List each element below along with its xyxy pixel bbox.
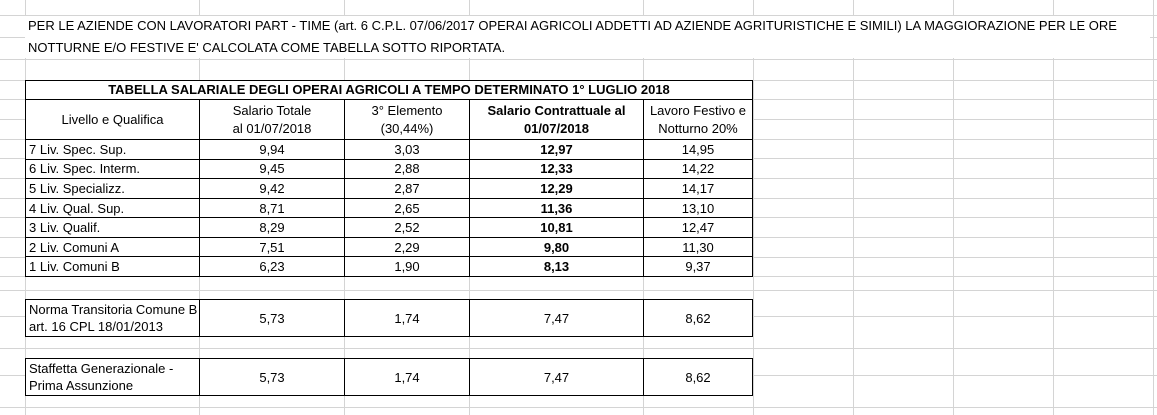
grid-vline xyxy=(953,0,954,415)
cell-salario-contrattuale[interactable]: 7,47 xyxy=(470,359,644,395)
cell-salario-contrattuale[interactable]: 12,33 xyxy=(470,160,644,179)
staffetta-generazionale-row xyxy=(25,358,753,396)
cell-terzo-elemento[interactable]: 2,29 xyxy=(345,238,470,257)
table-row xyxy=(26,178,752,198)
cell-salario-totale[interactable]: 9,94 xyxy=(200,140,345,159)
header-salario-contrattuale[interactable] xyxy=(470,100,644,139)
table-row xyxy=(26,139,752,159)
cell-salario-contrattuale[interactable]: 9,80 xyxy=(470,238,644,257)
cell-terzo-elemento[interactable]: 1,74 xyxy=(345,300,470,336)
header-lavoro-festivo-line1: Lavoro Festivo e xyxy=(649,103,747,118)
cell-norma-label[interactable] xyxy=(26,300,200,336)
cell-salario-totale[interactable]: 6,23 xyxy=(200,257,345,276)
table-row xyxy=(26,256,752,276)
cell-terzo-elemento[interactable]: 2,87 xyxy=(345,179,470,198)
cell-level-label[interactable]: 3 Liv. Qualif. xyxy=(26,218,200,237)
intro-line-1[interactable]: PER LE AZIENDE CON LAVORATORI PART - TIME (art. 6 C.P.L. 07/06/2017 OPERAI AGRICOLI ADDETTI AD AZIENDE AGRITURISTICHE E SIMILI) LA MAGGIORAZIONE PER LE ORE xyxy=(28,18,1117,33)
cell-lavoro-festivo[interactable]: 8,62 xyxy=(685,369,711,385)
cell-lavoro-festivo[interactable]: 11,30 xyxy=(682,239,714,255)
table-title[interactable]: TABELLA SALARIALE DEGLI OPERAI AGRICOLI A TEMPO DETERMINATO 1° LUGLIO 2018 xyxy=(26,81,752,100)
cell-lavoro-festivo[interactable]: 13,10 xyxy=(681,200,715,216)
header-terzo-elemento-line1: 3° Elemento xyxy=(371,103,443,118)
cell-terzo-elemento[interactable]: 1,90 xyxy=(345,257,470,276)
cell-lavoro-festivo[interactable]: 14,22 xyxy=(681,161,715,177)
grid-vline xyxy=(753,0,754,415)
cell-level-label[interactable]: 6 Liv. Spec. Interm. xyxy=(26,160,200,179)
grid-vline xyxy=(1053,0,1054,415)
header-lavoro-festivo[interactable] xyxy=(644,100,752,139)
cell-lavoro-festivo[interactable]: 9,37 xyxy=(685,259,711,275)
norma-label-line1: Norma Transitoria Comune B xyxy=(29,302,198,317)
cell-salario-contrattuale[interactable]: 12,29 xyxy=(470,179,644,198)
cell-salario-totale[interactable]: 9,42 xyxy=(200,179,345,198)
cell-terzo-elemento[interactable]: 2,65 xyxy=(345,199,470,218)
grid-hline xyxy=(0,290,1157,291)
cell-salario-totale[interactable]: 7,51 xyxy=(200,238,345,257)
header-livello-text: Livello e Qualifica xyxy=(61,111,164,127)
table-row xyxy=(26,217,752,237)
cell-level-label[interactable]: 1 Liv. Comuni B xyxy=(26,257,200,276)
header-salario-contrattuale-line2: 01/07/2018 xyxy=(523,121,590,136)
cell-salario-totale[interactable]: 5,73 xyxy=(200,359,345,395)
cell-level-label[interactable]: 5 Liv. Specializz. xyxy=(26,179,200,198)
cell-lavoro-festivo[interactable]: 12,47 xyxy=(681,220,715,236)
header-terzo-elemento-line2: (30,44%) xyxy=(380,121,434,136)
table-row xyxy=(26,198,752,218)
cell-salario-contrattuale[interactable]: 12,97 xyxy=(470,140,644,159)
cell-salario-contrattuale[interactable]: 8,13 xyxy=(470,257,644,276)
header-lavoro-festivo-line2: Notturno 20% xyxy=(658,121,738,136)
grid-hline xyxy=(0,348,1157,349)
cell-salario-totale[interactable]: 5,73 xyxy=(200,300,345,336)
cell-terzo-elemento[interactable]: 1,74 xyxy=(345,359,470,395)
cell-salario-totale[interactable]: 8,71 xyxy=(200,199,345,218)
grid-hline xyxy=(0,59,1157,60)
cell-staffetta-label[interactable] xyxy=(26,359,200,395)
salary-table xyxy=(25,80,753,277)
header-terzo-elemento[interactable] xyxy=(345,100,470,139)
cell-terzo-elemento[interactable]: 2,52 xyxy=(345,218,470,237)
cell-salario-totale[interactable]: 9,45 xyxy=(200,160,345,179)
cell-level-label[interactable]: 4 Liv. Qual. Sup. xyxy=(26,199,200,218)
header-livello-qualifica[interactable] xyxy=(26,100,200,139)
grid-hline xyxy=(0,407,1157,408)
cell-level-label[interactable]: 2 Liv. Comuni A xyxy=(26,238,200,257)
cell-lavoro-festivo[interactable]: 14,95 xyxy=(681,141,715,157)
table-header-row xyxy=(26,100,752,139)
header-salario-totale-line1: Salario Totale xyxy=(232,103,312,118)
cell-terzo-elemento[interactable]: 2,88 xyxy=(345,160,470,179)
norma-label-line2: art. 16 CPL 18/01/2013 xyxy=(29,319,163,334)
cell-level-label[interactable]: 7 Liv. Spec. Sup. xyxy=(26,140,200,159)
cell-lavoro-festivo[interactable]: 8,62 xyxy=(685,310,711,326)
cell-salario-contrattuale[interactable]: 10,81 xyxy=(470,218,644,237)
grid-vline xyxy=(1153,0,1154,415)
cell-salario-contrattuale[interactable]: 7,47 xyxy=(470,300,644,336)
staffetta-label-line1: Staffetta Generazionale - xyxy=(29,361,174,376)
cell-terzo-elemento[interactable]: 3,03 xyxy=(345,140,470,159)
header-salario-totale[interactable] xyxy=(200,100,345,139)
grid-vline xyxy=(853,0,854,415)
table-row xyxy=(26,237,752,257)
cell-salario-contrattuale[interactable]: 11,36 xyxy=(470,199,644,218)
staffetta-label-line2: Prima Assunzione xyxy=(29,378,134,393)
header-salario-totale-line2: al 01/07/2018 xyxy=(232,121,312,136)
intro-note[interactable] xyxy=(28,15,1117,59)
norma-transitoria-row xyxy=(25,299,753,337)
header-salario-contrattuale-line1: Salario Contrattuale al xyxy=(487,103,626,118)
intro-line-2[interactable]: NOTTURNE E/O FESTIVE E' CALCOLATA COME TABELLA SOTTO RIPORTATA. xyxy=(28,40,506,55)
cell-lavoro-festivo[interactable]: 14,17 xyxy=(681,180,715,196)
cell-salario-totale[interactable]: 8,29 xyxy=(200,218,345,237)
table-row xyxy=(26,159,752,179)
